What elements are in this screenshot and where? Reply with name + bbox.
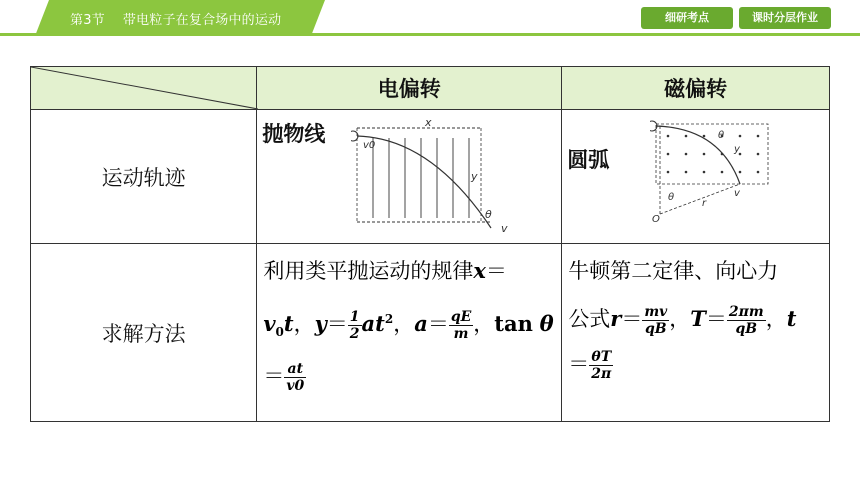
magnetic-method-line3: ＝ $\frac{\theta T}{2\pi}$ — [568, 349, 612, 382]
magnetic-method-cell — [562, 244, 830, 422]
svg-text:θ: θ — [485, 208, 493, 221]
svg-text:y: y — [471, 170, 478, 183]
fraction-at-v0: $\frac{at}{v0}$ — [286, 361, 305, 395]
svg-text:y: y — [734, 144, 741, 155]
svg-text:v: v — [501, 222, 508, 233]
svg-text:θ: θ — [668, 192, 675, 203]
svg-text:x: x — [425, 118, 432, 129]
fraction-thetaT-2pi: $\frac{\theta T}{2\pi}$ — [591, 349, 612, 382]
electric-trajectory-cell — [257, 110, 562, 244]
fraction-qE-m: $\frac{qE}{m}$ — [450, 309, 472, 342]
magnetic-method-line2: 公式r＝ $\frac{mv}{qB}$ ，T＝ $\frac{2\pi m}{qB}$ ，t — [568, 304, 797, 337]
col-header-magnetic: 磁偏转 — [562, 67, 830, 110]
svg-text:v: v — [734, 188, 741, 199]
magnetic-trajectory-cell — [562, 110, 830, 244]
section-heading — [70, 9, 281, 28]
fraction-half: $\frac{1}{2}$ — [349, 309, 360, 342]
fraction-mv-qB: $\frac{mv}{qB}$ — [644, 304, 668, 337]
fraction-2pim-qB: $\frac{2\pi m}{qB}$ — [728, 304, 764, 337]
diagonal-line — [31, 67, 258, 109]
electric-deflection-diagram — [351, 118, 551, 233]
col-header-electric: 电偏转 — [257, 67, 562, 110]
svg-text:O: O — [652, 214, 661, 225]
svg-text:θ: θ — [718, 130, 725, 141]
electric-method-line3: ＝ $\frac{at}{v0}$ — [263, 361, 305, 395]
svg-text:r: r — [702, 198, 707, 209]
electric-method-line1: 利用类平抛运动的规律x＝ — [263, 258, 507, 283]
row-label-trajectory: 运动轨迹 — [31, 110, 257, 244]
magnetic-method-text: 牛顿第二定律、向心力 — [568, 259, 779, 283]
row-label-method: 求解方法 — [31, 244, 257, 422]
section-title: 带电粒子在复合场中的运动 — [122, 13, 282, 28]
magnetic-deflection-diagram — [650, 118, 820, 228]
magnetic-trajectory-label: 圆弧 — [567, 148, 610, 172]
nav-button-homework[interactable]: 课时分层作业 — [739, 7, 831, 29]
electric-method-text: 利用类平抛运动的规律 — [263, 259, 474, 283]
electric-method-line2: $v_0t$，y＝ $\frac{1}{2}$ $at^2$，a＝ $\frac{qE}{m}$ ，tan θ — [263, 309, 554, 342]
nav-button-key-points[interactable]: 细研考点 — [641, 7, 733, 29]
corner-cell — [31, 67, 257, 110]
svg-text:v0: v0 — [363, 140, 376, 151]
comparison-table — [30, 66, 830, 422]
electric-method-cell — [257, 244, 562, 422]
section-number: 第3节 — [70, 13, 105, 28]
electric-trajectory-label: 抛物线 — [262, 122, 326, 146]
magnetic-method-line1 — [562, 254, 829, 288]
